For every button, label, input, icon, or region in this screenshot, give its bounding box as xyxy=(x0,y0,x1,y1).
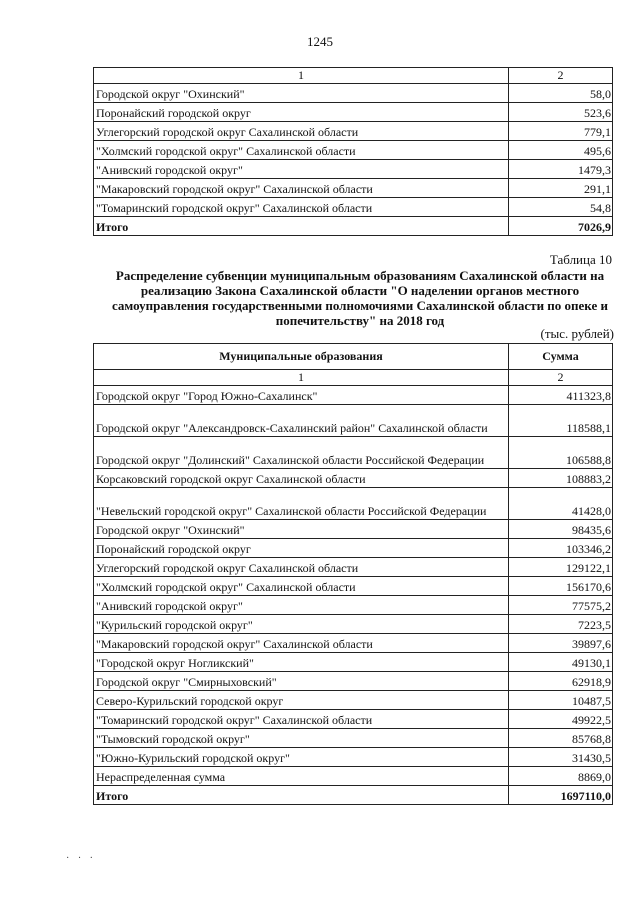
table-header-row xyxy=(94,68,613,84)
table-row xyxy=(94,672,613,691)
amount-value: 58,0 xyxy=(509,84,613,103)
amount-value: 77575,2 xyxy=(509,596,613,615)
municipality-name: Городской округ "Город Южно-Сахалинск" xyxy=(94,386,509,405)
amount-value: 10487,5 xyxy=(509,691,613,710)
table-row xyxy=(94,160,613,179)
column-number-1: 1 xyxy=(94,68,509,84)
amount-value: 62918,9 xyxy=(509,672,613,691)
table-row xyxy=(94,84,613,103)
amount-value: 108883,2 xyxy=(509,469,613,488)
municipality-name: "Анивский городской округ" xyxy=(94,596,509,615)
municipality-name: Поронайский городской округ xyxy=(94,539,509,558)
municipality-name: Углегорский городской округ Сахалинской области xyxy=(94,122,509,141)
municipality-name: Городской округ "Александровск-Сахалинский район" Сахалинской области xyxy=(94,405,509,437)
table-row xyxy=(94,729,613,748)
municipality-name: "Курильский городской округ" xyxy=(94,615,509,634)
table-row xyxy=(94,577,613,596)
column-number-2: 2 xyxy=(509,370,613,386)
table-total-row xyxy=(94,217,613,236)
municipality-name: Углегорский городской округ Сахалинской области xyxy=(94,558,509,577)
table-caption: Таблица 10 xyxy=(549,252,612,267)
municipality-name: Поронайский городской округ xyxy=(94,103,509,122)
column-number-2: 2 xyxy=(509,68,613,84)
units-label: (тыс. рублей) xyxy=(540,326,614,341)
page-number: 1245 xyxy=(307,34,333,49)
municipality-name: "Холмский городской округ" Сахалинской области xyxy=(94,577,509,596)
municipality-name: "Томаринский городской округ" Сахалинской области xyxy=(94,198,509,217)
table-header-row xyxy=(94,344,613,370)
municipality-name: "Анивский городской округ" xyxy=(94,160,509,179)
table-row xyxy=(94,767,613,786)
table-row xyxy=(94,198,613,217)
table-row xyxy=(94,691,613,710)
subvention-table-body xyxy=(94,344,613,805)
table-row xyxy=(94,539,613,558)
table-row xyxy=(94,469,613,488)
municipality-name: "Городской округ Ногликский" xyxy=(94,653,509,672)
amount-value: 8869,0 xyxy=(509,767,613,786)
amount-value: 779,1 xyxy=(509,122,613,141)
amount-value: 54,8 xyxy=(509,198,613,217)
amount-value: 156170,6 xyxy=(509,577,613,596)
table-row xyxy=(94,179,613,198)
municipality-name: "Холмский городской округ" Сахалинской области xyxy=(94,141,509,160)
amount-value: 291,1 xyxy=(509,179,613,198)
amount-value: 1479,3 xyxy=(509,160,613,179)
municipality-name: "Тымовский городской округ" xyxy=(94,729,509,748)
municipality-name: Северо-Курильский городской округ xyxy=(94,691,509,710)
municipality-name: "Томаринский городской округ" Сахалинской области xyxy=(94,710,509,729)
municipality-name: Городской округ "Долинский" Сахалинской области Российской Федерации xyxy=(94,437,509,469)
amount-value: 495,6 xyxy=(509,141,613,160)
table-row xyxy=(94,558,613,577)
table-row xyxy=(94,103,613,122)
municipality-name: Корсаковский городской округ Сахалинской области xyxy=(94,469,509,488)
amount-value: 39897,6 xyxy=(509,634,613,653)
table-row xyxy=(94,386,613,405)
municipality-name: "Макаровский городской округ" Сахалинской области xyxy=(94,179,509,198)
amount-value: 49130,1 xyxy=(509,653,613,672)
table-row xyxy=(94,122,613,141)
table-row xyxy=(94,405,613,437)
amount-value: 41428,0 xyxy=(509,488,613,520)
amount-value: 31430,5 xyxy=(509,748,613,767)
continued-table-body xyxy=(94,68,613,236)
table-row xyxy=(94,615,613,634)
amount-value: 49922,5 xyxy=(509,710,613,729)
table-total-row xyxy=(94,786,613,805)
total-label: Итого xyxy=(94,217,509,236)
amount-value: 411323,8 xyxy=(509,386,613,405)
municipality-name: Городской округ "Охинский" xyxy=(94,84,509,103)
subvention-table xyxy=(93,343,613,805)
table-row xyxy=(94,634,613,653)
table-subheader-row xyxy=(94,370,613,386)
municipality-name: Нераспределенная сумма xyxy=(94,767,509,786)
amount-value: 129122,1 xyxy=(509,558,613,577)
municipality-name: Городской округ "Охинский" xyxy=(94,520,509,539)
table-row xyxy=(94,141,613,160)
municipality-name: Городской округ "Смирныховский" xyxy=(94,672,509,691)
amount-value: 106588,8 xyxy=(509,437,613,469)
total-value: 7026,9 xyxy=(509,217,613,236)
amount-value: 103346,2 xyxy=(509,539,613,558)
table-row xyxy=(94,437,613,469)
amount-value: 523,6 xyxy=(509,103,613,122)
total-label: Итого xyxy=(94,786,509,805)
table-row xyxy=(94,520,613,539)
municipality-name: "Невельский городской округ" Сахалинской области Российской Федерации xyxy=(94,488,509,520)
table-row xyxy=(94,488,613,520)
table-row xyxy=(94,748,613,767)
table-title: Распределение субвенции муниципальным образованиям Сахалинской области на реализацию Закона Сахалинской области "О наделении органов местного самоуправления государственными полномочиями Сахалинской области по опеке и попечительству" на 2018 год xyxy=(112,268,608,328)
table-row xyxy=(94,710,613,729)
amount-value: 7223,5 xyxy=(509,615,613,634)
continued-table xyxy=(93,67,613,236)
table-row xyxy=(94,653,613,672)
municipality-name: "Южно-Курильский городской округ" xyxy=(94,748,509,767)
municipality-name: "Макаровский городской округ" Сахалинской области xyxy=(94,634,509,653)
amount-value: 118588,1 xyxy=(509,405,613,437)
column-number-1: 1 xyxy=(94,370,509,386)
amount-value: 85768,8 xyxy=(509,729,613,748)
column-header-municipality: Муниципальные образования xyxy=(94,344,509,370)
table-row xyxy=(94,596,613,615)
total-value: 1697110,0 xyxy=(509,786,613,805)
column-header-sum: Сумма xyxy=(509,344,613,370)
scan-marks: · · · xyxy=(66,853,96,864)
amount-value: 98435,6 xyxy=(509,520,613,539)
